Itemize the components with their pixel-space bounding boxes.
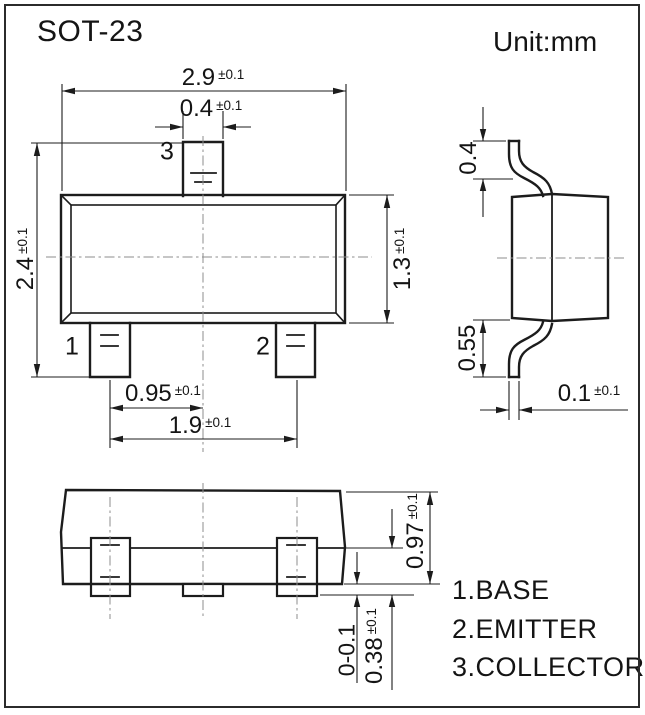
dim-lead-thickness: 0.1 $^{\pm 0.1}$ xyxy=(557,380,621,407)
dim-pin-span: 1.9 $^{\pm 0.1}$ xyxy=(168,412,232,439)
legend-base: 1.BASE xyxy=(452,575,550,605)
pin1-label: 1 xyxy=(65,332,79,361)
dim-pin-pitch: 0.95 $^{\pm 0.1}$ xyxy=(125,380,201,407)
dim-front-lead: $0.38^{\pm 0.1}$ xyxy=(361,608,388,684)
dim-overall-width: 2.9 $^{\pm 0.1}$ xyxy=(181,64,245,91)
page-title: SOT-23 xyxy=(37,15,144,48)
side-view xyxy=(473,107,628,420)
legend-emitter: 2.EMITTER xyxy=(452,614,598,644)
dim-front-height: $0.97^{\pm 0.1}$ xyxy=(402,493,429,569)
pin2-label: 2 xyxy=(256,332,270,361)
top-view xyxy=(31,84,394,452)
dim-bottom-lead: 0.55 xyxy=(454,324,481,372)
dim-overall-height-lines xyxy=(31,143,183,377)
legend-collector: 3.COLLECTOR xyxy=(452,652,645,682)
dim-body-height: $1.3^{\pm 0.1}$ xyxy=(389,227,416,291)
dim-pin-width: 0.4 $^{\pm 0.1}$ xyxy=(179,95,243,122)
pin3-label: 3 xyxy=(160,137,174,166)
unit-label: Unit:mm xyxy=(493,26,598,57)
dim-body-height-lines xyxy=(349,195,394,323)
dim-overall-height: $2.4^{\pm 0.1}$ xyxy=(12,227,39,291)
dim-top-lead: 0.4 xyxy=(455,141,482,175)
dim-standoff: 0-0.1 xyxy=(333,623,360,677)
